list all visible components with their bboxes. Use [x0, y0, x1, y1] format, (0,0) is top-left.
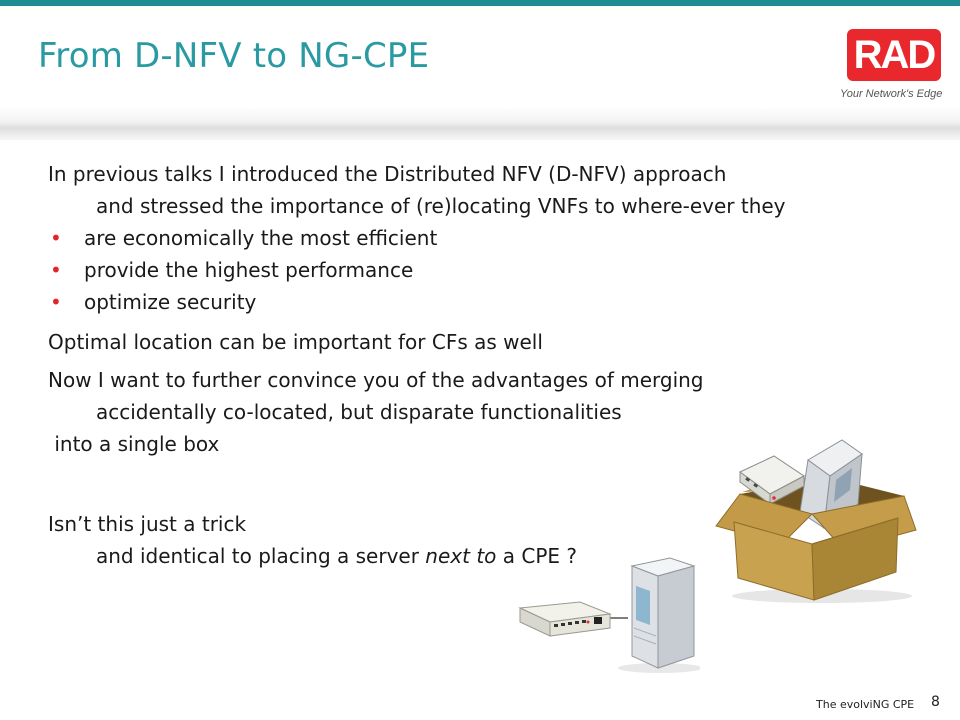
bullet-dot: •: [50, 290, 62, 314]
bullet-text: provide the highest performance: [84, 258, 414, 282]
bullet-text: optimize security: [84, 290, 257, 314]
slide-title: From D-NFV to NG-CPE: [38, 36, 430, 76]
bullet-dot: •: [50, 226, 62, 250]
p4-text-before: and identical to placing a server: [96, 544, 426, 568]
logo-tagline: Your Network's Edge: [840, 88, 943, 100]
logo-text: RAD: [853, 33, 935, 77]
server-tower: [632, 558, 694, 668]
rad-logo: [847, 29, 941, 81]
box-with-devices-illustration: [712, 432, 918, 604]
bullet-item: [48, 254, 868, 286]
cpe-and-server-illustration: [510, 556, 700, 674]
bullet-item: [48, 286, 868, 318]
p4-text-after: a CPE ?: [496, 544, 577, 568]
paragraph-3-line-3: into a single box: [48, 432, 220, 456]
footer-title: The evolviNG CPE: [816, 698, 915, 711]
paragraph-3-line-2: accidentally co-located, but disparate functionalities: [96, 400, 622, 424]
paragraph-2: Optimal location can be important for CFs as well: [48, 330, 543, 354]
paragraph-3-line-1: Now I want to further convince you of the advantages of merging: [48, 368, 704, 392]
paragraph-1-line-1: In previous talks I introduced the Distributed NFV (D-NFV) approach: [48, 162, 727, 186]
paragraph-4-line-1: Isn’t this just a trick: [48, 512, 247, 536]
paragraph-1-line-2: and stressed the importance of (re)locating VNFs to where-ever they: [96, 194, 786, 218]
p4-emphasis: next to: [425, 544, 497, 568]
cpe-device: [520, 602, 610, 636]
page-number: 8: [931, 694, 940, 710]
bullet-dot: •: [50, 258, 62, 282]
bullet-item: [48, 222, 868, 254]
bullet-text: are economically the most efficient: [84, 226, 438, 250]
